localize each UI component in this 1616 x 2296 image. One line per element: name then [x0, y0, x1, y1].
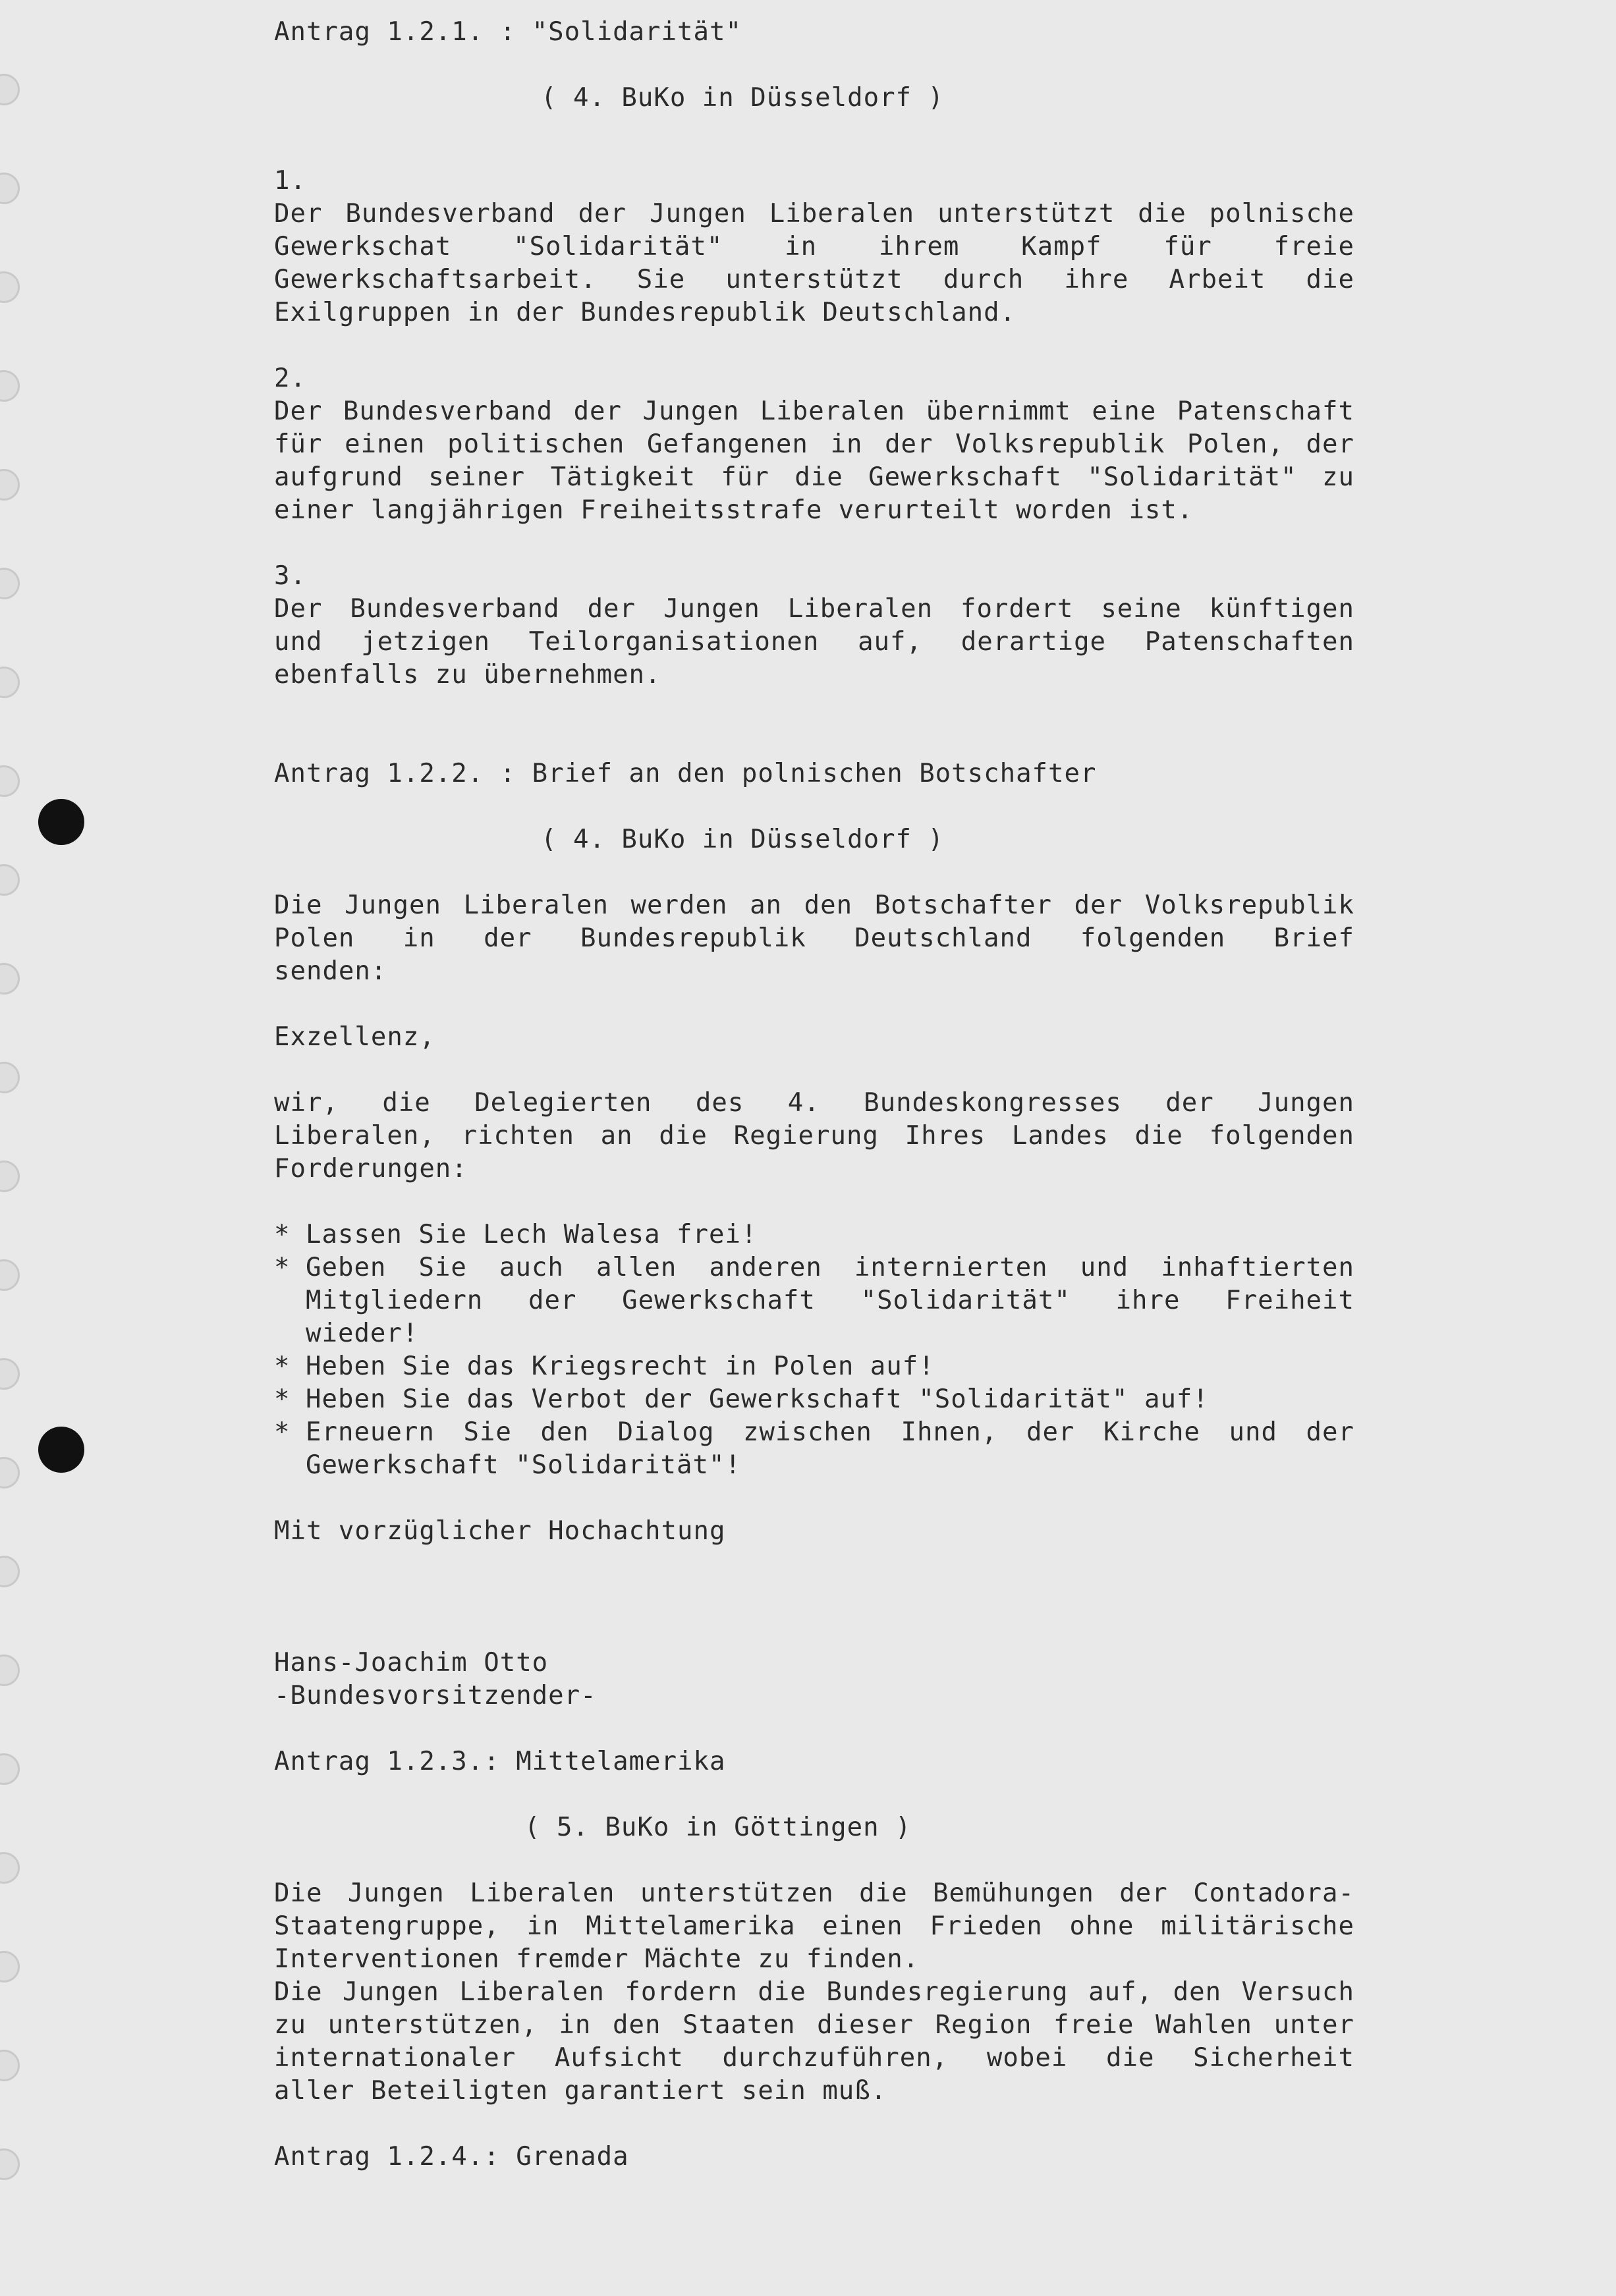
antrag-venue: ( 5. BuKo in Göttingen ) — [524, 1813, 912, 1842]
list-item — [274, 1350, 1354, 1383]
paragraph-line: Der Bundesverband der Jungen Liberalen unterstützt die polnische — [274, 199, 1354, 229]
paragraph-line: Staatengruppe, in Mittelamerika einen Frieden ohne militärische — [274, 1911, 1354, 1941]
binder-edge-mark — [0, 271, 20, 303]
paragraph-line: ebenfalls zu übernehmen. — [274, 660, 661, 690]
list-item — [274, 1416, 1354, 1482]
bullet-asterisk: * — [274, 1253, 291, 1282]
antrag-title: Antrag 1.2.1. : "Solidarität" — [274, 17, 742, 47]
demands-list — [274, 1218, 1354, 1482]
binder-edge-mark — [0, 173, 20, 204]
list-item-text: Mitgliedern der Gewerkschaft "Solidarität" ihre Freiheit — [306, 1286, 1354, 1315]
paragraph-line: und jetzigen Teilorganisationen auf, derartige Patenschaften — [274, 627, 1354, 657]
binder-edge-mark — [0, 74, 20, 105]
paragraph-line: einer langjährigen Freiheitsstrafe verurteilt worden ist. — [274, 495, 1194, 525]
paragraph-line: für einen politischen Gefangenen in der Volksrepublik Polen, der — [274, 429, 1354, 459]
bullet-asterisk: * — [274, 1220, 291, 1249]
antrag-venue: ( 4. BuKo in Düsseldorf ) — [541, 83, 944, 113]
binder-edge-mark — [0, 1259, 20, 1291]
paragraph-line: Forderungen: — [274, 1154, 468, 1184]
paragraph-number: 1. — [274, 166, 306, 196]
paragraph-line: aller Beteiligten garantiert sein muß. — [274, 2076, 887, 2106]
list-item-text: Gewerkschaft "Solidarität"! — [306, 1450, 741, 1480]
signer-name: Hans-Joachim Otto — [274, 1648, 549, 1678]
paragraph-line: Die Jungen Liberalen fordern die Bundesregierung auf, den Versuch — [274, 1977, 1354, 2007]
binder-edge-mark — [0, 2050, 20, 2081]
antrag-title: Antrag 1.2.2. : Brief an den polnischen Botschafter — [274, 759, 1097, 788]
paragraph-line: Interventionen fremder Mächte zu finden. — [274, 1944, 920, 1974]
binder-edge-mark — [0, 1556, 20, 1587]
antrag-title: Antrag 1.2.3.: Mittelamerika — [274, 1747, 726, 1776]
binder-edge-mark — [0, 1358, 20, 1390]
paragraph-line: Liberalen, richten an die Regierung Ihres Landes die folgenden — [274, 1121, 1354, 1151]
paragraph-line: Die Jungen Liberalen unterstützen die Bemühungen der Contadora- — [274, 1878, 1354, 1908]
binder-edge-mark — [0, 864, 20, 896]
antrag-title: Antrag 1.2.4.: Grenada — [274, 2142, 629, 2172]
list-item-text: wieder! — [306, 1319, 419, 1348]
binder-edge-mark — [0, 963, 20, 995]
punch-hole — [38, 1427, 84, 1473]
paragraph-line: Gewerkschaftsarbeit. Sie unterstützt durch ihre Arbeit die — [274, 265, 1354, 294]
bullet-asterisk: * — [274, 1352, 291, 1381]
binder-edge-mark — [0, 1161, 20, 1192]
binder-edge-mark — [0, 568, 20, 599]
binder-edge-mark — [0, 2148, 20, 2180]
paragraph-line: internationaler Aufsicht durchzuführen, wobei die Sicherheit — [274, 2043, 1354, 2073]
document-body — [274, 16, 1354, 2173]
list-item-text: Heben Sie das Verbot der Gewerkschaft "Solidarität" auf! — [306, 1384, 1209, 1414]
list-item-text: Erneuern Sie den Dialog zwischen Ihnen, der Kirche und der — [306, 1417, 1354, 1447]
binder-edge-mark — [0, 1062, 20, 1093]
bullet-asterisk: * — [274, 1417, 291, 1447]
binder-edge-mark — [0, 765, 20, 797]
binder-edge-mark — [0, 667, 20, 698]
punch-hole — [38, 799, 84, 845]
paragraph-line: Exilgruppen in der Bundesrepublik Deutschland. — [274, 298, 1017, 327]
letter-closing: Mit vorzüglicher Hochachtung — [274, 1516, 726, 1546]
paragraph-line: zu unterstützen, in den Staaten dieser Region freie Wahlen unter — [274, 2010, 1354, 2040]
binder-edge-mark — [0, 1852, 20, 1884]
binder-edge-mark — [0, 469, 20, 501]
bullet-asterisk: * — [274, 1384, 291, 1414]
paragraph-line: senden: — [274, 956, 387, 986]
list-item — [274, 1383, 1354, 1416]
list-item — [274, 1251, 1354, 1350]
paragraph-line: wir, die Delegierten des 4. Bundeskongresses der Jungen — [274, 1088, 1354, 1118]
signer-role: -Bundesvorsitzender- — [274, 1681, 597, 1710]
list-item — [274, 1218, 1354, 1251]
paragraph-number: 3. — [274, 561, 306, 591]
list-item-text: Heben Sie das Kriegsrecht in Polen auf! — [306, 1352, 935, 1381]
binder-edge-mark — [0, 1951, 20, 1982]
binder-edge-mark — [0, 1753, 20, 1785]
paragraph-line: Polen in der Bundesrepublik Deutschland folgenden Brief — [274, 923, 1354, 953]
paragraph-line: Die Jungen Liberalen werden an den Botschafter der Volksrepublik — [274, 890, 1354, 920]
antrag-venue: ( 4. BuKo in Düsseldorf ) — [541, 825, 944, 854]
paragraph-line: Der Bundesverband der Jungen Liberalen fordert seine künftigen — [274, 594, 1354, 624]
binder-edge-mark — [0, 1457, 20, 1489]
binder-edge-mark — [0, 1654, 20, 1686]
paragraph-number: 2. — [274, 364, 306, 393]
list-item-text: Geben Sie auch allen anderen internierten und inhaftierten — [306, 1253, 1354, 1282]
paragraph-line: aufgrund seiner Tätigkeit für die Gewerkschaft "Solidarität" zu — [274, 462, 1354, 492]
paragraph-line: Der Bundesverband der Jungen Liberalen übernimmt eine Patenschaft — [274, 396, 1354, 426]
list-item-text: Lassen Sie Lech Walesa frei! — [306, 1220, 758, 1249]
binder-edge-mark — [0, 370, 20, 402]
letter-salutation: Exzellenz, — [274, 1022, 435, 1052]
paragraph-line: Gewerkschat "Solidarität" in ihrem Kampf für freie — [274, 232, 1354, 261]
